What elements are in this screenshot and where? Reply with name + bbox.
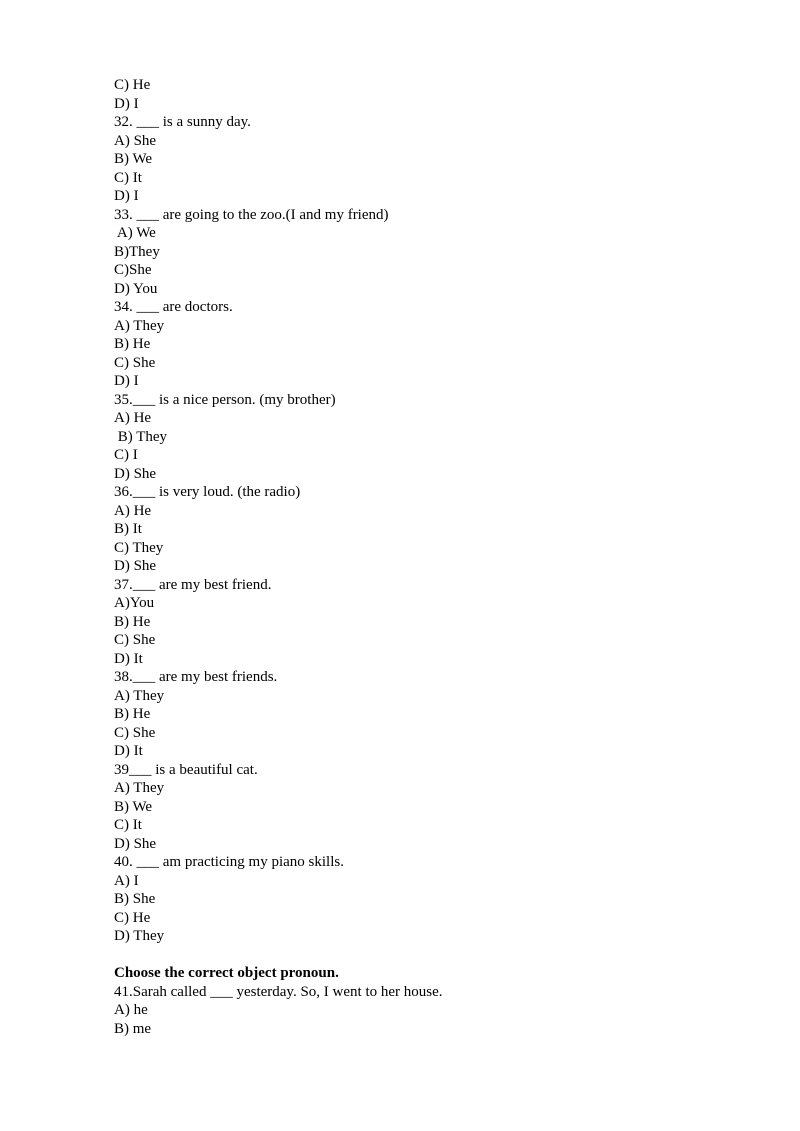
answer-option: B) We bbox=[114, 151, 153, 167]
answer-option: B) She bbox=[114, 891, 156, 907]
question-text: 38.___ are my best friends. bbox=[114, 669, 278, 685]
answer-option: B) It bbox=[114, 521, 142, 537]
question-text: 35.___ is a nice person. (my brother) bbox=[114, 391, 336, 408]
answer-option: A) She bbox=[114, 132, 157, 149]
question-text: 37.___ are my best friend. bbox=[114, 576, 272, 593]
answer-option: B) He bbox=[114, 613, 151, 630]
question-text: 40. ___ am practicing my piano skills. bbox=[114, 854, 344, 870]
answer-option: A) I bbox=[114, 872, 139, 889]
answer-option: D) It bbox=[114, 650, 143, 667]
answer-option: A) He bbox=[114, 410, 152, 426]
answer-option: C) She bbox=[114, 724, 156, 741]
answer-option: B) We bbox=[114, 798, 153, 815]
question-text: 41.Sarah called ___ yesterday. So, I went to her house. bbox=[114, 983, 443, 1000]
answer-option: D) She bbox=[114, 558, 157, 574]
section-spacer bbox=[114, 946, 754, 965]
answer-option: A)You bbox=[114, 595, 155, 611]
answer-option: B)They bbox=[114, 243, 160, 260]
answer-option: C) He bbox=[114, 77, 151, 93]
question-text: 39___ is a beautiful cat. bbox=[114, 761, 258, 778]
document-page bbox=[114, 76, 754, 1038]
answer-option: C) She bbox=[114, 632, 156, 648]
answer-option: D) She bbox=[114, 465, 157, 482]
answer-option: D) I bbox=[114, 188, 139, 204]
answer-option: C) It bbox=[114, 817, 142, 833]
question-list-part2 bbox=[114, 983, 754, 1039]
answer-option: A) They bbox=[114, 317, 165, 334]
answer-option: D) She bbox=[114, 835, 157, 852]
answer-option: D) They bbox=[114, 928, 165, 944]
answer-option: A) he bbox=[114, 1002, 148, 1018]
answer-option: B) He bbox=[114, 336, 151, 352]
answer-option: B) They bbox=[114, 428, 168, 445]
answer-option: C) It bbox=[114, 169, 142, 186]
answer-option: C) I bbox=[114, 447, 138, 463]
question-text: 33. ___ are going to the zoo.(I and my friend) bbox=[114, 206, 389, 223]
answer-option: C) He bbox=[114, 909, 151, 926]
answer-option: A) He bbox=[114, 502, 152, 519]
answer-option: D) You bbox=[114, 280, 158, 297]
section-heading: Choose the correct object pronoun. bbox=[114, 965, 339, 981]
answer-option: C) They bbox=[114, 539, 164, 556]
answer-option: D) It bbox=[114, 743, 143, 759]
answer-option: C) She bbox=[114, 354, 156, 371]
answer-option: A) They bbox=[114, 687, 165, 704]
answer-option: A) They bbox=[114, 780, 165, 796]
answer-option: D) I bbox=[114, 373, 139, 389]
question-list-part1 bbox=[114, 76, 754, 946]
question-text: 36.___ is very loud. (the radio) bbox=[114, 484, 301, 500]
answer-option: C)She bbox=[114, 262, 152, 278]
answer-option: A) We bbox=[114, 225, 156, 241]
answer-option: B) me bbox=[114, 1020, 152, 1037]
answer-option: B) He bbox=[114, 706, 151, 722]
question-text: 34. ___ are doctors. bbox=[114, 299, 233, 315]
answer-option: D) I bbox=[114, 95, 139, 112]
question-text: 32. ___ is a sunny day. bbox=[114, 114, 251, 130]
